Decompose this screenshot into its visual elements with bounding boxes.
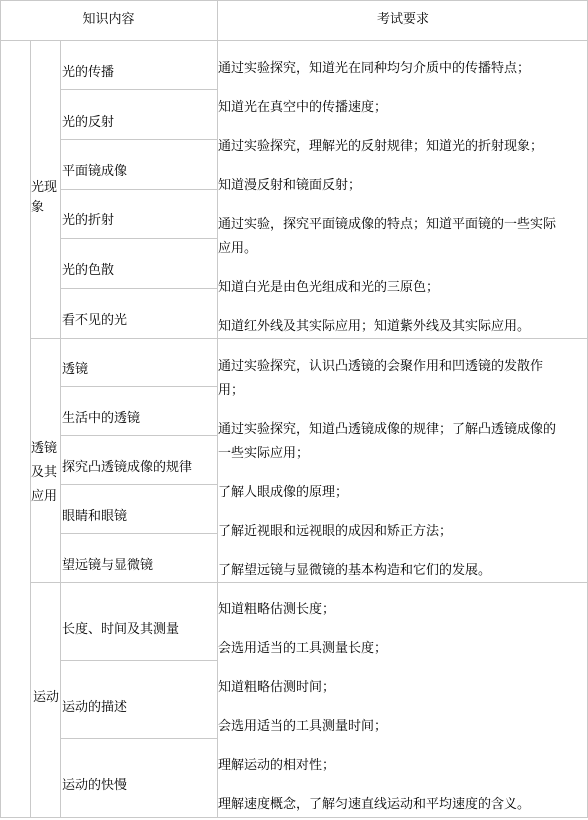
requirement-line: 通过实验探究，认识凸透镜的会聚作用和凹透镜的发散作 [218,359,544,374]
topic-cell: 光的色散 [62,263,115,278]
topic-cell: 望远镜与显微镜 [62,558,154,573]
section-divider [30,582,588,583]
topic-column-border [60,40,61,818]
row-divider [60,139,217,140]
requirement-line: 用； [218,383,245,398]
requirement-line: 应用。 [218,241,258,256]
category-label: 运动 [32,690,59,705]
requirement-line: 通过实验探究，知道凸透镜成像的规律；了解凸透镜成像的 [218,422,557,437]
row-divider [60,288,217,289]
requirement-line: 知道红外线及其实际应用；知道紫外线及其实际应用。 [218,319,531,334]
topic-cell: 透镜 [62,362,89,377]
requirement-line: 了解望远镜与显微镜的基本构造和它们的发展。 [218,563,492,578]
topic-cell: 光的折射 [62,213,115,228]
requirement-line: 会选用适当的工具测量时间； [218,719,388,734]
topic-cell: 生活中的透镜 [62,411,141,426]
row-divider [60,238,217,239]
row-divider [60,533,217,534]
row-divider [60,89,217,90]
section-divider [30,338,588,339]
requirement-line: 知道光在真空中的传播速度； [218,100,388,115]
requirement-line: 理解速度概念，了解匀速直线运动和平均速度的含义。 [218,797,531,812]
row-divider [60,660,217,661]
requirement-line: 知道漫反射和镜面反射； [218,178,362,193]
category-label: 透镜 及其 应用 [31,441,58,504]
requirement-line: 知道粗略估测时间； [218,680,336,695]
requirement-line: 通过实验，探究平面镜成像的特点；知道平面镜的一些实际 [218,217,557,232]
topic-cell: 眼睛和眼镜 [62,509,128,524]
topic-cell: 运动的快慢 [62,778,128,793]
table-top-border [0,0,588,1]
topic-cell: 平面镜成像 [62,164,128,179]
requirement-line: 知道白光是由色光组成和光的三原色； [218,280,440,295]
requirement-line: 知道粗略估测长度； [218,602,336,617]
row-divider [60,484,217,485]
row-divider [60,435,217,436]
topic-cell: 看不见的光 [62,313,128,328]
row-divider [60,189,217,190]
requirement-line: 通过实验探究，理解光的反射规律；知道光的折射现象； [218,139,544,154]
topic-cell: 探究凸透镜成像的规律 [62,460,193,475]
table-left-border [0,0,1,818]
requirement-line: 通过实验探究，知道光在同种均匀介质中的传播特点； [218,61,531,76]
topic-cell: 光的传播 [62,65,115,80]
requirement-line: 理解运动的相对性； [218,758,336,773]
topic-cell: 长度、时间及其测量 [62,622,180,637]
requirement-line: 一些实际应用； [218,446,310,461]
requirement-line: 了解人眼成像的原理； [218,485,349,500]
header-knowledge-content: 知识内容 [82,12,135,27]
requirement-line: 会选用适当的工具测量长度； [218,641,388,656]
row-divider [60,738,217,739]
category-label: 光现 象 [31,180,58,215]
table-bottom-border [0,817,588,818]
header-exam-requirement: 考试要求 [376,12,429,27]
requirement-line: 了解近视眼和远视眼的成因和矫正方法； [218,524,453,539]
row-divider [60,386,217,387]
header-bottom-border [0,40,588,41]
topic-cell: 光的反射 [62,115,115,130]
topic-cell: 运动的描述 [62,700,128,715]
